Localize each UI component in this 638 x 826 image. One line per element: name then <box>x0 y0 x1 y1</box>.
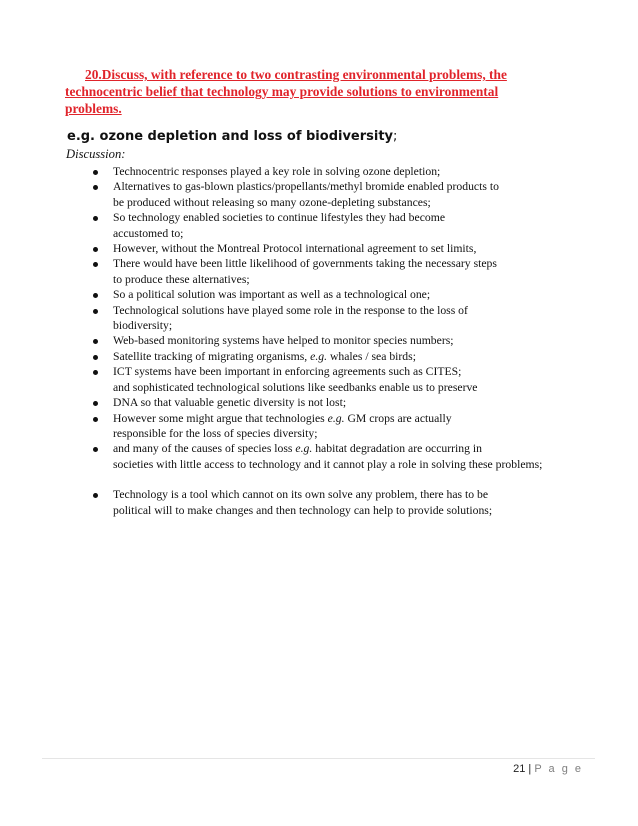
bullet-text-line: societies with little access to technology and it cannot play a role in solving these problems; <box>113 457 543 471</box>
bullet-text-line: So technology enabled societies to continue lifestyles they had become <box>113 211 446 225</box>
bullet-item <box>92 241 592 256</box>
question-heading <box>42 66 582 117</box>
bullet-text-line: Technological solutions have played some role in the response to the loss of <box>113 303 468 317</box>
example-text: e.g. ozone depletion and loss of biodiversity <box>67 129 394 144</box>
bullet-text-line: However some might argue that technologies e.g. GM crops are actually <box>113 411 452 425</box>
discussion-label: Discussion: <box>66 147 126 161</box>
footer-divider <box>42 758 595 759</box>
bullet-dot-icon <box>93 185 98 190</box>
bullet-item <box>92 164 592 179</box>
bullet-dot-icon <box>93 493 98 498</box>
bullet-text-line: be produced without releasing so many ozone-depleting substances; <box>113 195 431 209</box>
bullet-item <box>92 411 592 442</box>
bullet-item <box>92 303 592 334</box>
question-line-2: technocentric belief that technology may provide solutions to environmental <box>65 84 499 99</box>
bullet-item <box>92 179 592 210</box>
bullet-dot-icon <box>93 355 98 360</box>
page-label: P a g e <box>534 763 583 775</box>
bullet-dot-icon <box>93 262 98 267</box>
bullet-dot-icon <box>93 370 98 375</box>
bullet-text-line: So a political solution was important as well as a technological one; <box>113 288 431 302</box>
example-suffix: ; <box>393 129 398 144</box>
footer-separator: | <box>528 763 532 775</box>
bullet-text-line: biodiversity; <box>113 319 173 333</box>
bullet-text-line: to produce these alternatives; <box>113 272 250 286</box>
bullet-dot-icon <box>93 247 98 252</box>
bullet-text-line: political will to make changes and then technology can help to provide solutions; <box>113 503 493 517</box>
bullet-text-line: DNA so that valuable genetic diversity is not lost; <box>113 396 347 410</box>
bullet-dot-icon <box>93 401 98 406</box>
bullet-text-line: accustomed to; <box>113 226 184 240</box>
bullet-text-line: Technocentric responses played a key role in solving ozone depletion; <box>113 165 441 178</box>
bullet-text-line: ICT systems have been important in enforcing agreements such as CITES; <box>113 365 462 379</box>
bullet-dot-icon <box>93 216 98 221</box>
bullet-item <box>92 395 592 410</box>
discussion-bullet-list <box>92 164 592 518</box>
bullet-text-line: There would have been little likelihood of governments taking the necessary steps <box>113 257 497 271</box>
question-line-3: problems. <box>65 101 122 116</box>
bullet-text-line: Satellite tracking of migrating organisms, e.g. whales / sea birds; <box>113 349 416 363</box>
bullet-item <box>92 333 592 348</box>
bullet-text-line: responsible for the loss of species diversity; <box>113 426 318 440</box>
bullet-dot-icon <box>93 339 98 344</box>
bullet-text-line: Web-based monitoring systems have helped to monitor species numbers; <box>113 334 454 348</box>
bullet-dot-icon <box>93 309 98 314</box>
bullet-dot-icon <box>93 170 98 175</box>
bullet-item <box>92 210 592 241</box>
bullet-text-line: and sophisticated technological solutions like seedbanks enable us to preserve <box>113 380 478 394</box>
page-number: 21 <box>513 763 526 775</box>
example-heading <box>67 129 397 144</box>
bullet-dot-icon <box>93 417 98 422</box>
page-footer <box>513 763 583 775</box>
bullet-item <box>92 256 592 287</box>
bullet-text-line: and many of the causes of species loss e.g. habitat degradation are occurring in <box>113 442 483 456</box>
bullet-item <box>92 487 592 518</box>
bullet-text-line: However, without the Montreal Protocol international agreement to set limits, <box>113 242 477 256</box>
bullet-dot-icon <box>93 447 98 452</box>
bullet-item <box>92 349 592 364</box>
bullet-text-line: Technology is a tool which cannot on its own solve any problem, there has to be <box>113 488 489 502</box>
bullet-dot-icon <box>93 293 98 298</box>
bullet-item <box>92 364 592 395</box>
bullet-text-line: Alternatives to gas-blown plastics/propellants/methyl bromide enabled products to <box>113 180 499 194</box>
question-line-1: 20.Discuss, with reference to two contrasting environmental problems, the <box>85 67 507 82</box>
bullet-item <box>92 441 592 472</box>
bullet-item <box>92 287 592 302</box>
